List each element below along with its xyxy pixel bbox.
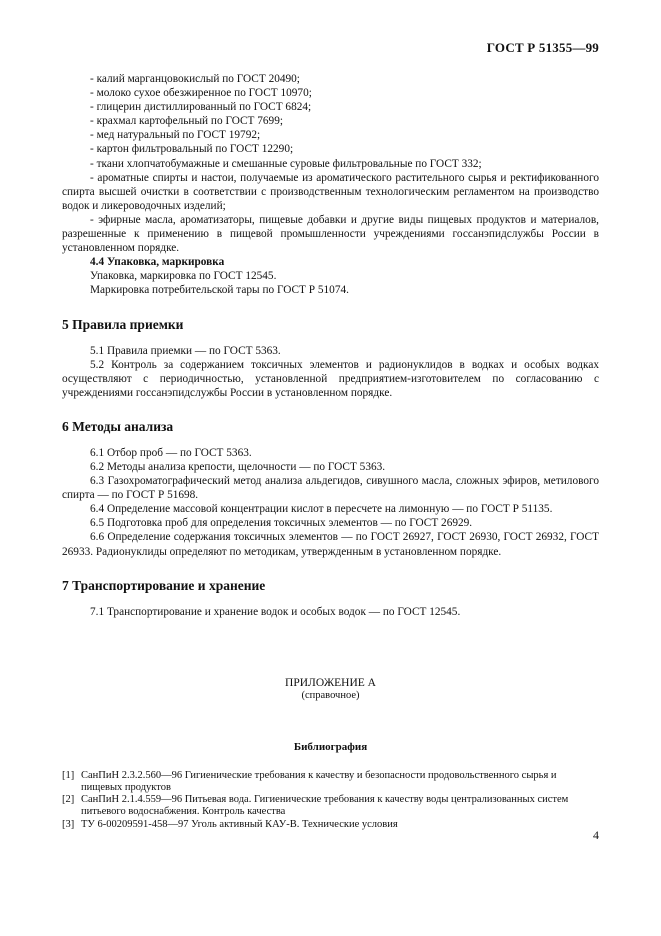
subsection-title-4-4: 4.4 Упаковка, маркировка: [90, 256, 225, 269]
paragraph: 5.2 Контроль за содержанием токсичных элементов и радионуклидов в водках и особых водках осуществляют с периодичностью, установленной предприятием-изготовителем по согласованию с учреждениями госсанэпидслужбы России в установленном порядке.: [62, 358, 599, 399]
paragraph: 6.3 Газохроматографический метод анализа альдегидов, сивушного масла, сложных эфиров, метилового спирта — по ГОСТ Р 51698.: [62, 475, 599, 502]
section-title-6: 6 Методы анализа: [62, 418, 174, 434]
paragraph: Упаковка, маркировка по ГОСТ 12545.: [90, 270, 277, 283]
section-title-7: 7 Транспортирование и хранение: [62, 577, 266, 593]
bibliography-number: [2]: [62, 794, 75, 806]
page-number: 4: [593, 828, 599, 842]
document-header: ГОСТ Р 51355—99: [486, 40, 599, 55]
list-item: - калий марганцовокислый по ГОСТ 20490;: [90, 73, 300, 85]
bibliography-item: [62, 794, 599, 818]
bibliography-number: [1]: [62, 769, 75, 781]
appendix-title: ПРИЛОЖЕНИЕ А: [285, 676, 376, 689]
appendix-note: (справочное): [301, 689, 360, 701]
bibliography-text: ТУ 6-00209591-458—97 Уголь активный КАУ-В. Технические условия: [81, 818, 398, 830]
section-title-5: 5 Правила приемки: [62, 316, 184, 332]
paragraph: 6.2 Методы анализа крепости, щелочности — по ГОСТ 5363.: [90, 460, 386, 473]
paragraph: 6.6 Определение содержания токсичных элементов — по ГОСТ 26927, ГОСТ 26930, ГОСТ 26932, ГОСТ 26933. Радионуклиды определяют по методикам, утвержденным в установленном порядке.: [62, 531, 599, 558]
list-item: - мед натуральный по ГОСТ 19792;: [90, 129, 261, 142]
bibliography-text: СанПиН 2.1.4.559—96 Питьевая вода. Гигиенические требования к качеству воды централизованных систем питьевого водоснабжения. Контроль качества: [81, 794, 569, 818]
materials-list: [62, 72, 599, 255]
bibliography-item: [62, 770, 599, 794]
list-item: - ткани хлопчатобумажные и смешанные суровые фильтровальные по ГОСТ 332;: [90, 157, 482, 170]
list-item: - крахмал картофельный по ГОСТ 7699;: [90, 115, 283, 128]
page-body: [62, 72, 599, 831]
paragraph: 7.1 Транспортирование и хранение водок и особых водок — по ГОСТ 12545.: [90, 605, 461, 618]
paragraph: 6.1 Отбор проб — по ГОСТ 5363.: [90, 446, 252, 459]
paragraph: Маркировка потребительской тары по ГОСТ Р 51074.: [90, 284, 349, 297]
list-item: - ароматные спирты и настои, получаемые из ароматического растительного сырья и ректификованного спирта высшей очистки в соответствии с производственным технологическим регламентом на производство водок и ликероводочных изделий;: [62, 171, 599, 212]
list-item: - эфирные масла, ароматизаторы, пищевые добавки и другие виды пищевых продуктов и материалов, разрешенные к применению в пищевой промышленности учреждениями госсанэпидслужбы России в установленном порядке.: [62, 213, 599, 255]
bibliography-item: [62, 819, 599, 831]
bibliography-number: [3]: [62, 818, 75, 830]
bibliography-text: СанПиН 2.3.2.560—96 Гигиенические требования к качеству и безопасности продовольственного сырья и пищевых продуктов: [81, 769, 557, 794]
bibliography-title: Библиография: [293, 740, 368, 753]
list-item: - молоко сухое обезжиренное по ГОСТ 10970;: [90, 87, 312, 100]
list-item: - глицерин дистиллированный по ГОСТ 6824;: [90, 101, 312, 114]
paragraph: 6.5 Подготовка проб для определения токсичных элементов — по ГОСТ 26929.: [90, 517, 473, 530]
paragraph: 6.4 Определение массовой концентрации кислот в пересчете на лимонную — по ГОСТ Р 51135.: [90, 503, 553, 516]
list-item: - картон фильтровальный по ГОСТ 12290;: [90, 143, 294, 156]
bibliography-list: [62, 770, 599, 831]
paragraph: 5.1 Правила приемки — по ГОСТ 5363.: [90, 344, 281, 357]
